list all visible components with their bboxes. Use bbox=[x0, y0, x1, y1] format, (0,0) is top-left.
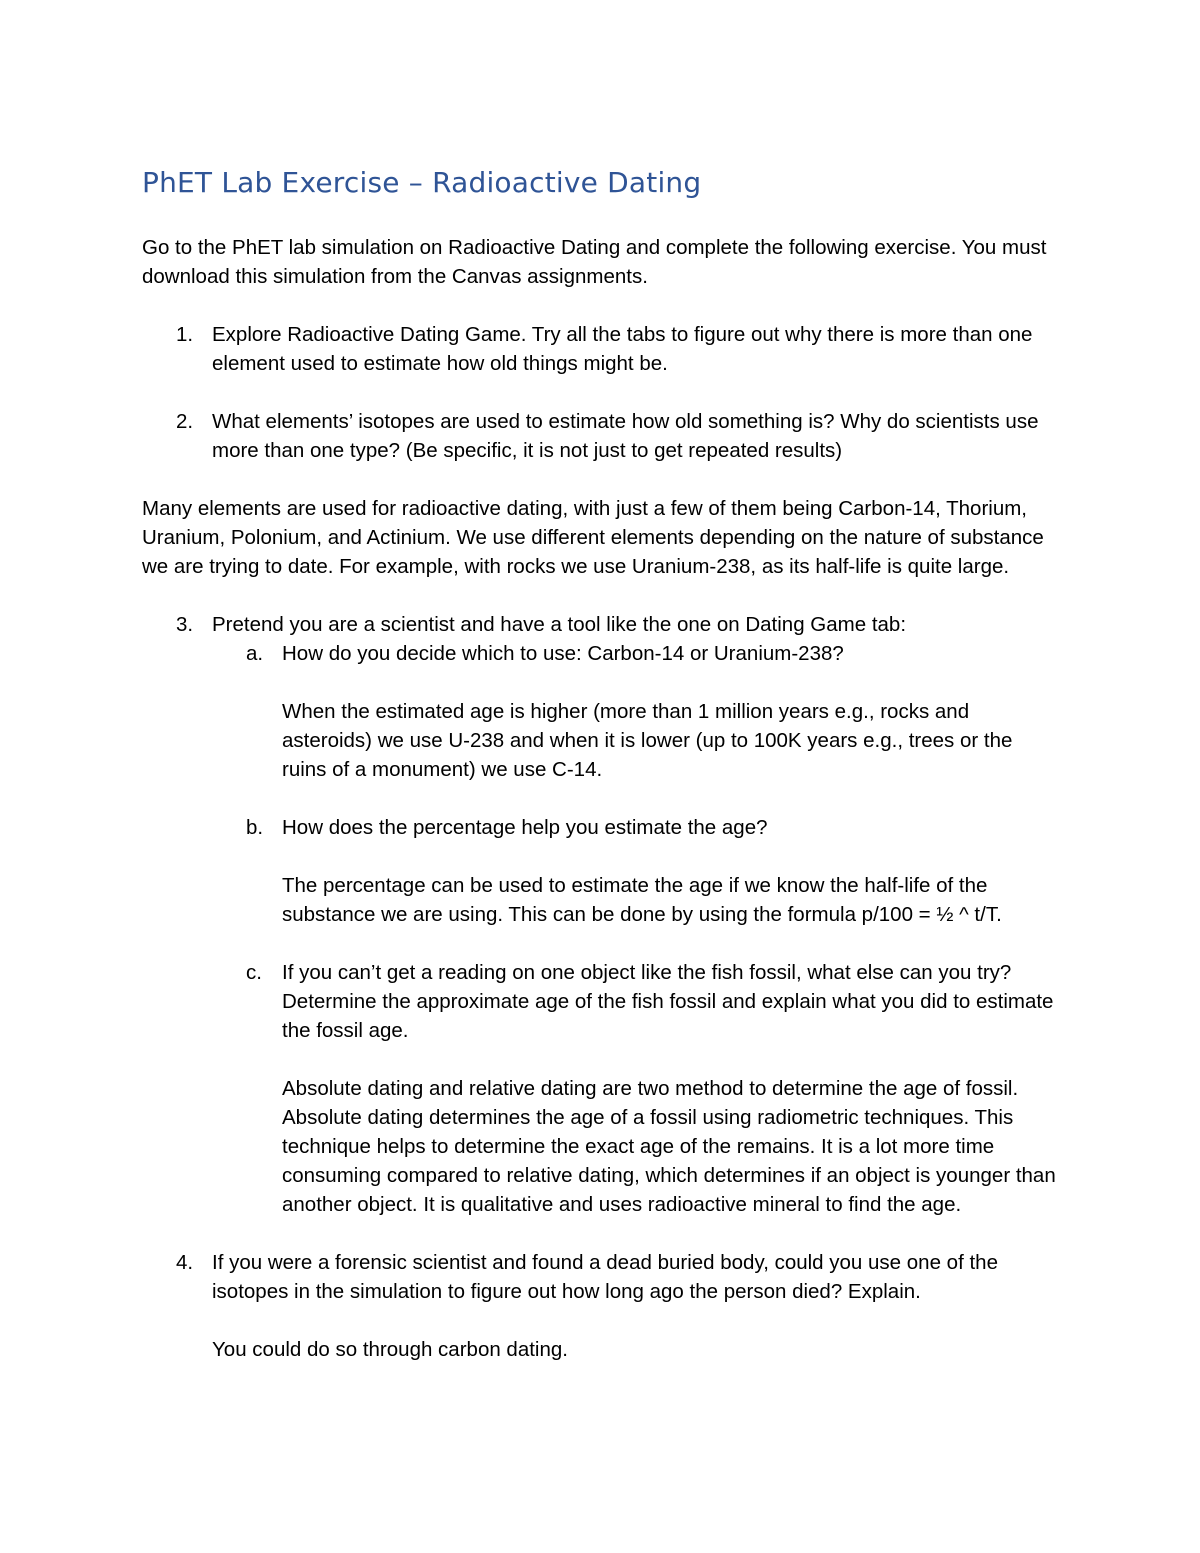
question-1 bbox=[142, 320, 1062, 378]
question-2-text: What elements’ isotopes are used to estimate how old something is? Why do scientists use more than one type? (Be specific, it is not just to get repeated results) bbox=[212, 410, 1039, 462]
question-3a-letter: a. bbox=[246, 642, 264, 665]
question-4-answer: You could do so through carbon dating. bbox=[212, 1338, 568, 1361]
question-3b bbox=[142, 813, 1062, 842]
question-3-text: Pretend you are a scientist and have a tool like the one on Dating Game tab: bbox=[212, 613, 907, 636]
question-2-number: 2. bbox=[176, 410, 194, 433]
question-4-number: 4. bbox=[176, 1251, 194, 1274]
question-3b-text: How does the percentage help you estimate the age? bbox=[282, 816, 768, 839]
question-4 bbox=[142, 1248, 1062, 1306]
question-3b-answer: The percentage can be used to estimate the age if we know the half-life of the substance we are using. This can be done by using the formula p/100 = ½ ^ t/T. bbox=[282, 874, 1002, 926]
question-3c bbox=[142, 958, 1062, 1045]
question-2 bbox=[142, 407, 1062, 465]
question-1-text: Explore Radioactive Dating Game. Try all the tabs to figure out why there is more than one element used to estimate how old things might be. bbox=[212, 323, 1033, 375]
question-4-text: If you were a forensic scientist and found a dead buried body, could you use one of the isotopes in the simulation to figure out how long ago the person died? Explain. bbox=[212, 1251, 998, 1303]
question-3a-answer: When the estimated age is higher (more than 1 million years e.g., rocks and asteroids) we use U-238 and when it is lower (up to 100K years e.g., trees or the ruins of a monument) we use C-14. bbox=[282, 700, 1013, 781]
question-3a-text: How do you decide which to use: Carbon-14 or Uranium-238? bbox=[282, 642, 844, 665]
question-1-number: 1. bbox=[176, 323, 194, 346]
question-3c-text: If you can’t get a reading on one object like the fish fossil, what else can you try? Determine the approximate age of the fish fossil and explain what you did to estimate the fossil age. bbox=[282, 961, 1054, 1042]
question-3a bbox=[142, 639, 1062, 668]
question-3-number: 3. bbox=[176, 613, 194, 636]
question-3 bbox=[142, 610, 1062, 639]
question-3c-letter: c. bbox=[246, 961, 262, 984]
intro-paragraph: Go to the PhET lab simulation on Radioactive Dating and complete the following exercise. You must download this simulation from the Canvas assignments. bbox=[142, 236, 1047, 288]
document-page bbox=[142, 163, 1062, 1364]
question-3c-answer: Absolute dating and relative dating are two method to determine the age of fossil. Absolute dating determines the age of a fossil using radiometric techniques. This technique helps to determine the exact age of the remains. It is a lot more time consuming compared to relative dating, which determines if an object is younger than another object. It is qualitative and uses radioactive mineral to find the age. bbox=[282, 1077, 1056, 1216]
document-title: PhET Lab Exercise – Radioactive Dating bbox=[142, 166, 702, 199]
question-3b-letter: b. bbox=[246, 816, 264, 839]
question-2-answer: Many elements are used for radioactive dating, with just a few of them being Carbon-14, Thorium, Uranium, Polonium, and Actinium. We use different elements depending on the nature of substance we are trying to date. For example, with rocks we use Uranium-238, as its half-life is quite large. bbox=[142, 497, 1044, 578]
